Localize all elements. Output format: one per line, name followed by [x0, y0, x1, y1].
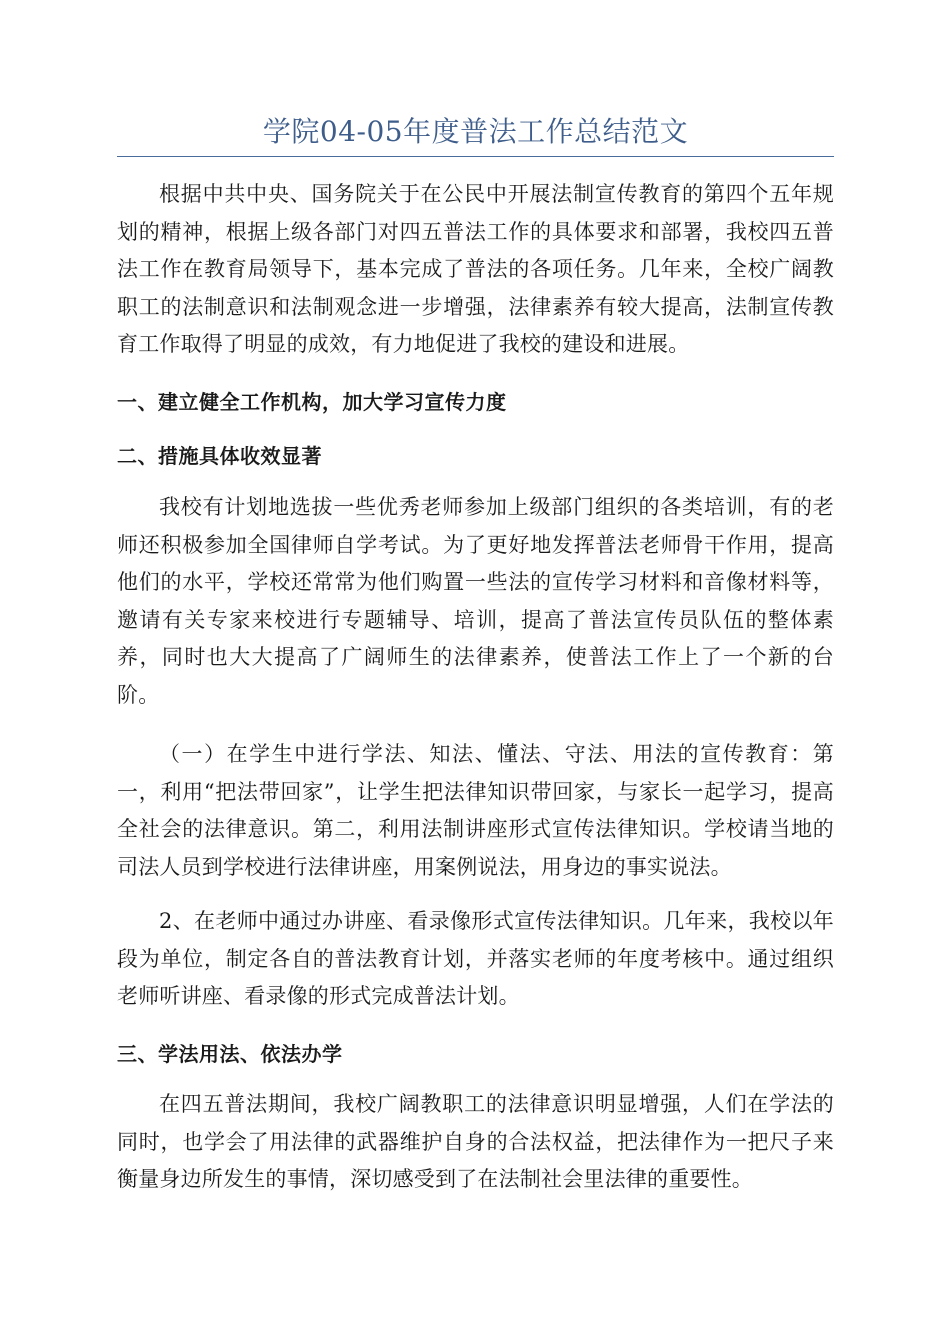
title-block: [117, 112, 834, 157]
heading-section-3: 三、学法用法、依法办学: [117, 1042, 343, 1066]
paragraph-student-education: （一）在学生中进行学法、知法、懂法、守法、用法的宣传教育：第一，利用“把法带回家”，让学生把法律知识带回家，与家长一起学习，提高全社会的法律意识。第二，利用法制讲座形式宣传法律知识。学校请当地的司法人员到学校进行法律讲座，用案例说法，用身边的事实说法。: [117, 742, 834, 879]
document-title: 学院04-05年度普法工作总结范文: [262, 115, 689, 148]
paragraph-legal-awareness: 在四五普法期间，我校广阔教职工的法律意识明显增强，人们在学法的同时，也学会了用法律的武器维护自身的合法权益，把法律作为一把尺子来衡量身边所发生的事情，深切感受到了在法制社会里法律的重要性。: [117, 1092, 834, 1191]
heading-section-1: 一、建立健全工作机构，加大学习宣传力度: [117, 390, 507, 414]
paragraph-training: 我校有计划地选拔一些优秀老师参加上级部门组织的各类培训，有的老师还积极参加全国律师自学考试。为了更好地发挥普法老师骨干作用，提高他们的水平，学校还常常为他们购置一些法的宣传学习材料和音像材料等，邀请有关专家来校进行专题辅导、培训，提高了普法宣传员队伍的整体素养，同时也大大提高了广阔师生的法律素养，使普法工作上了一个新的台阶。: [117, 495, 834, 707]
heading-section-2: 二、措施具体收效显著: [117, 444, 322, 468]
paragraph-intro: 根据中共中央、国务院关于在公民中开展法制宣传教育的第四个五年规划的精神，根据上级各部门对四五普法工作的具体要求和部署，我校四五普法工作在教育局领导下，基本完成了普法的各项任务。几年来，全校广阔教职工的法制意识和法制观念进一步增强，法律素养有较大提高，法制宣传教育工作取得了明显的成效，有力地促进了我校的建设和进展。: [117, 182, 834, 356]
paragraph-teacher-education: 2、在老师中通过办讲座、看录像形式宣传法律知识。几年来，我校以年段为单位，制定各自的普法教育计划，并落实老师的年度考核中。通过组织老师听讲座、看录像的形式完成普法计划。: [117, 909, 834, 1008]
